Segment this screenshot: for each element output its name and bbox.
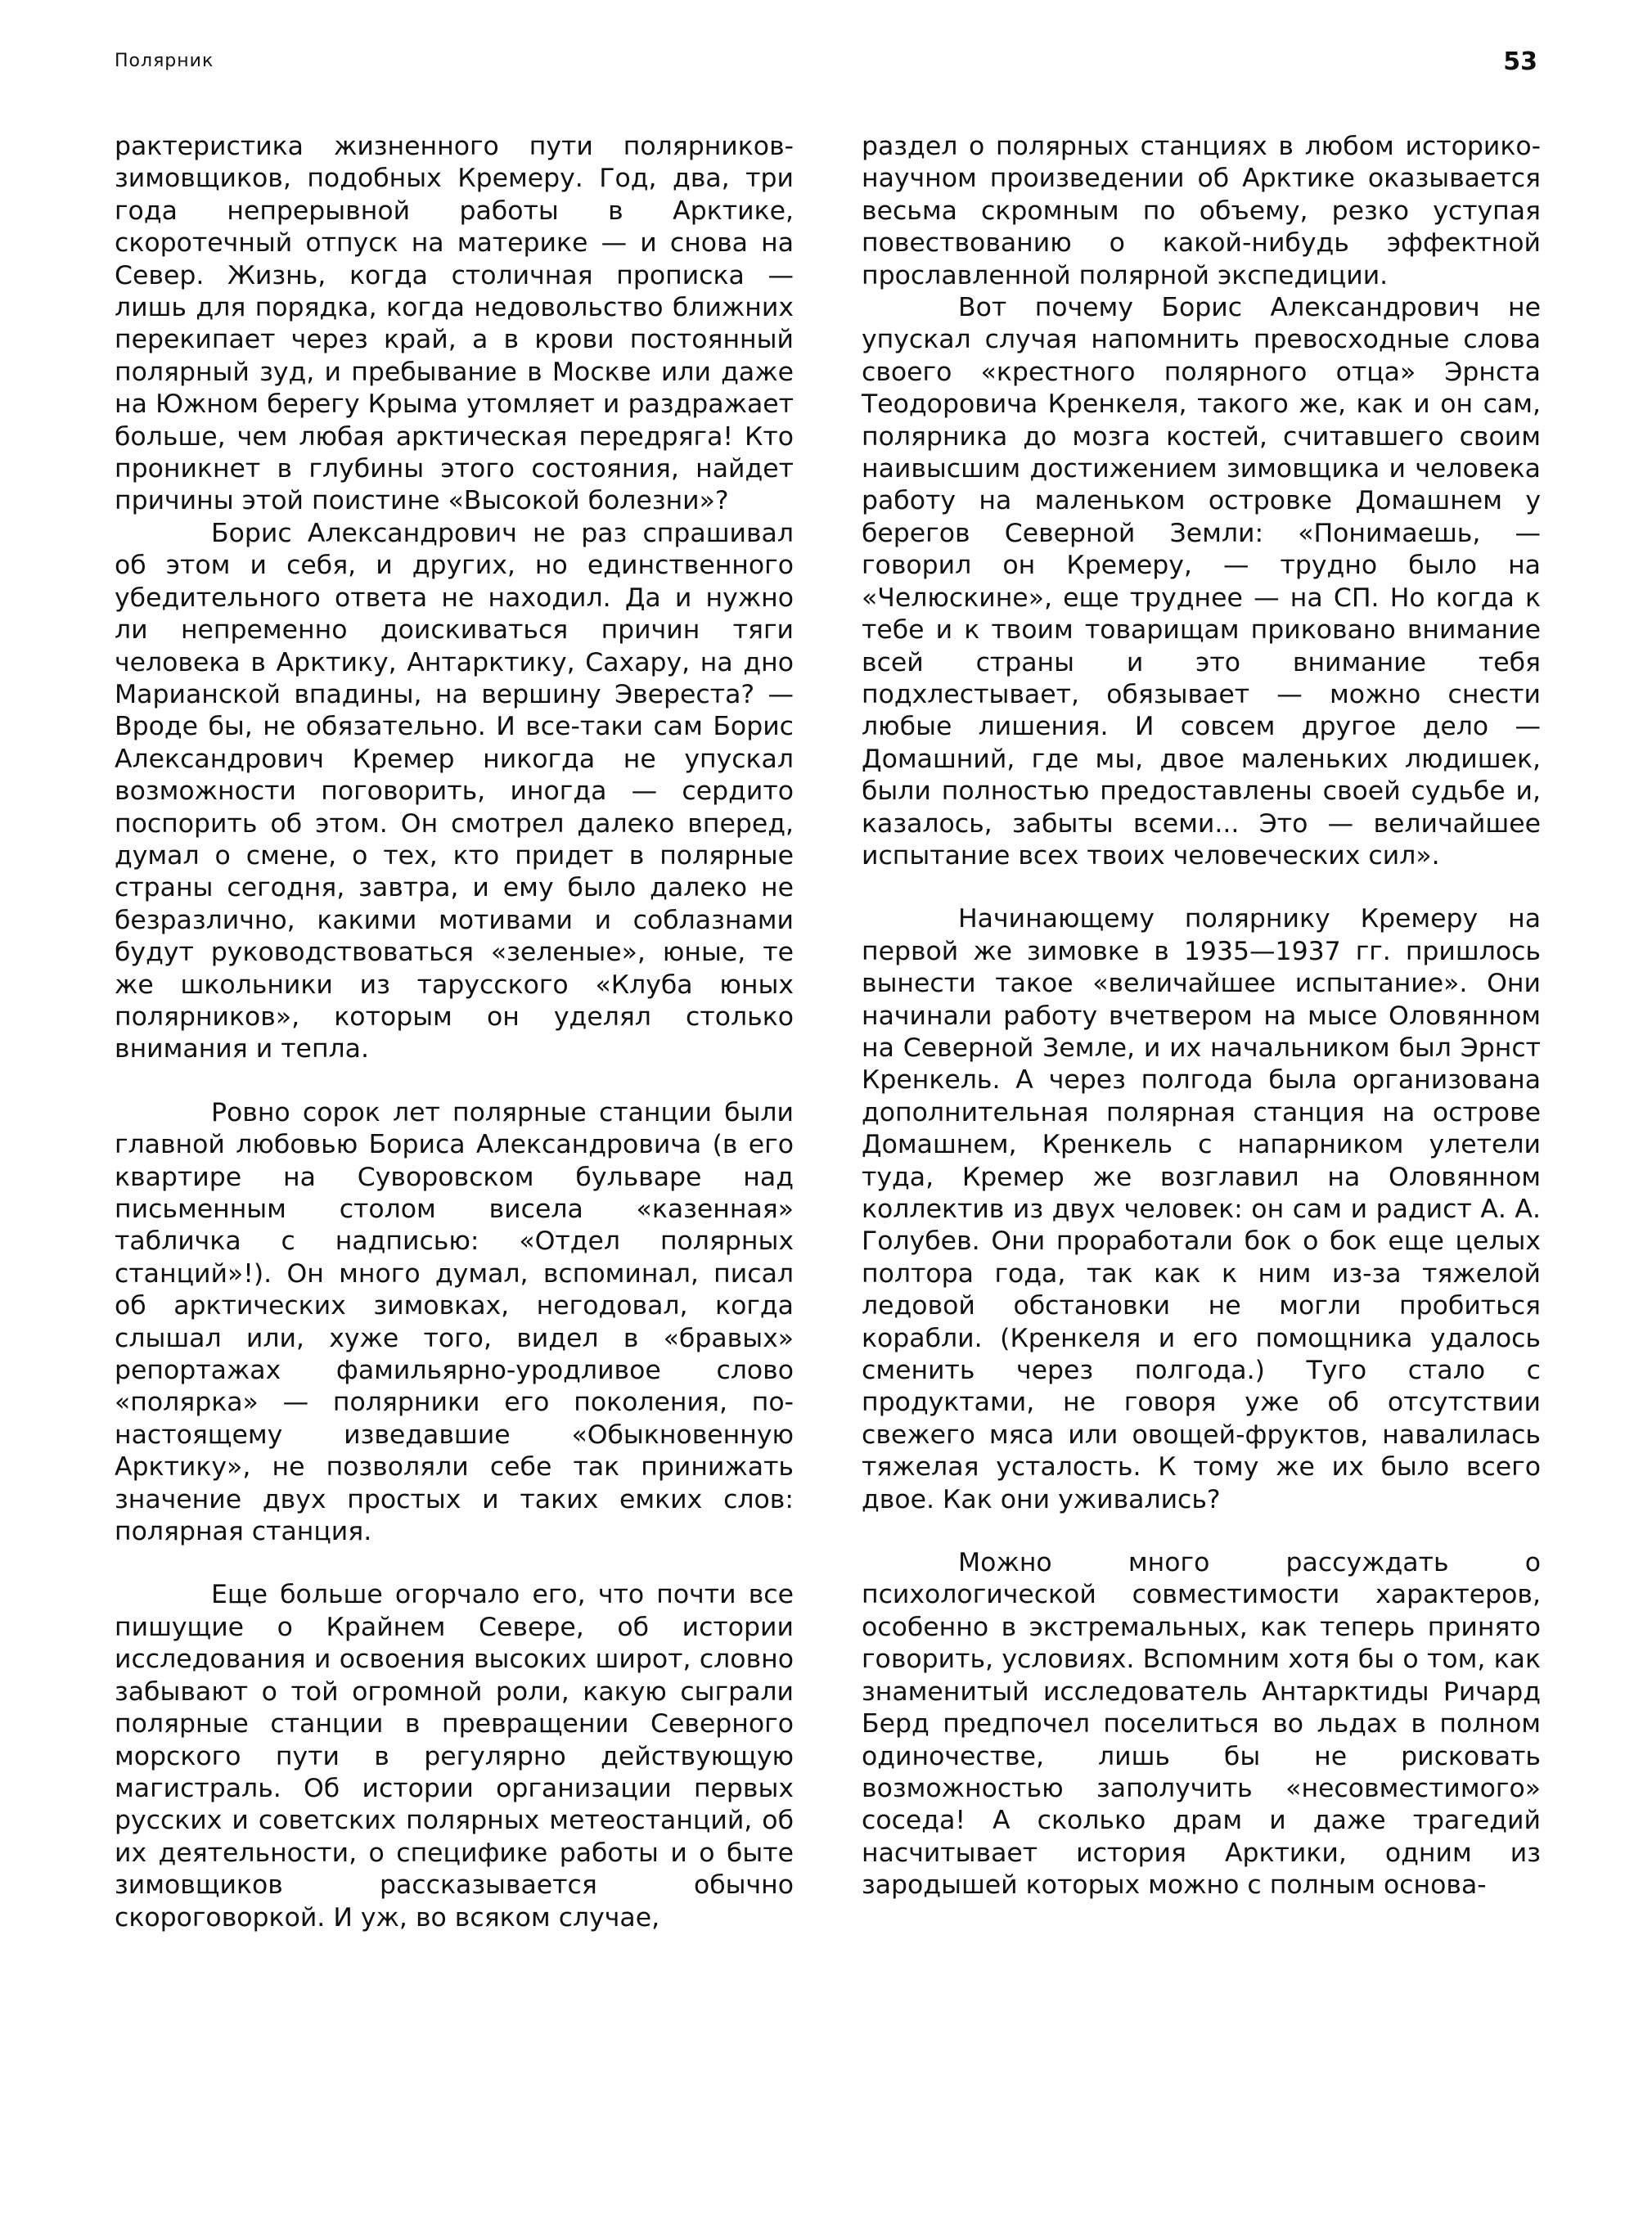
paragraph: Ровно сорок лет полярные станции были главной любовью Бориса Александровича (в его квартире на Суворовском бульваре над письменным столом висела «казенная» табличка с надписью: «Отдел полярных станций»!). Он много думал, вспоминал, писал об арктических зимовках, негодовал, когда слышал или, хуже того, видел в «бравых» репортажах фамильярно-уродливое слово «полярка» — полярники его поколения, по-настоящему изведавшие «Обыкновенную Арктику», не позволяли себе так принижать значение двух простых и таких емких слов: полярная станция. [115, 1097, 794, 1547]
right-column [862, 131, 1541, 1902]
left-column [115, 131, 794, 1934]
paragraph: раздел о полярных станциях в любом историко-научном произведении об Арктике оказывается весьма скромным по объему, резко уступая повествованию о какой-нибудь эффектной прославленной полярной экспедиции. [862, 132, 1541, 290]
paragraph: Начинающему полярнику Кремеру на первой же зимовке в 1935—1937 гг. пришлось вынести такое «величайшее испытание». Они начинали работу вчетвером на мысе Оловянном на Северной Земле, и их начальником был Эрнст Кренкель. А через полгода была организована дополнительная полярная станция на острове Домашнем, Кренкель с напарником улетели туда, Кремер же возглавил на Оловянном коллектив из двух человек: он сам и радист А. А. Голубев. Они проработали бок о бок еще целых полтора года, так как к ним из-за тяжелой ледовой обстановки не могли пробиться корабли. (Кренкеля и его помощника удалось сменить через полгода.) Туго стало с продуктами, не говоря уже об отсутствии свежего мяса или овощей-фруктов, навалилась тяжелая усталость. К тому же их было всего двое. Как они уживались? [862, 904, 1541, 1514]
paragraph: Можно много рассуждать о психологической совместимости характеров, особенно в экстремальных, как теперь принято говорить, условиях. Вспомним хотя бы о том, как знаменитый исследователь Антарктиды Ричард Берд предпочел поселиться во льдах в полном одиночестве, лишь бы не рисковать возможностью заполучить «несовместимого» соседа! А сколько драм и даже трагедий насчитывает история Арктики, одним из зародышей которых можно с полным основа- [862, 1548, 1541, 1901]
page-number: 53 [1503, 47, 1537, 76]
paragraph: Борис Александрович не раз спрашивал об этом и себя, и других, но единственного убедительного ответа не находил. Да и нужно ли непременно доискиваться причин тяги человека в Арктику, Антарктику, Сахару, на дно Марианской впадины, на вершину Эвереста? — Вроде бы, не обязательно. И все-таки сам Борис Александрович Кремер никогда не упускал возможности поговорить, иногда — сердито поспорить об этом. Он смотрел далеко вперед, думал о смене, о тех, кто придет в полярные страны сегодня, завтра, и ему было далеко не безразлично, какими мотивами и соблазнами будут руководствоваться «зеленые», юные, те же школьники из тарусского «Клуба юных полярников», которым он уделял столько внимания и тепла. [115, 518, 794, 1064]
paragraph: рактеристика жизненного пути полярников-зимовщиков, подобных Кремеру. Год, два, три года непрерывной работы в Арктике, скоротечный отпуск на материке — и снова на Север. Жизнь, когда столичная прописка — лишь для порядка, когда недовольство ближних перекипает через край, а в крови постоянный полярный зуд, и пребывание в Москве или даже на Южном берегу Крыма утомляет и раздражает больше, чем любая арктическая передряга! Кто проникнет в глубины этого состояния, найдет причины этой поистине «Высокой болезни»? [115, 132, 794, 516]
paragraph: Еще больше огорчало его, что почти все пишущие о Крайнем Севере, об истории исследования и освоения высоких широт, словно забывают о той огромной роли, какую сыграли полярные станции в превращении Северного морского пути в регулярно действующую магистраль. Об истории организации первых русских и советских полярных метеостанций, об их деятельности, о специфике работы и о быте зимовщиков рассказывается обычно скороговоркой. И уж, во всяком случае, [115, 1580, 794, 1933]
running-title: Полярник [115, 51, 214, 71]
paragraph: Вот почему Борис Александрович не упускал случая напомнить превосходные слова своего «крестного полярного отца» Эрнста Теодоровича Кренкеля, такого же, как и он сам, полярника до мозга костей, считавшего своим наивысшим достижением зимовщика и человека работу на маленьком островке Домашнем у берегов Северной Земли: «Понимаешь, — говорил он Кремеру, — трудно было на «Челюскине», еще труднее — на СП. Но когда к тебе и к твоим товарищам приковано внимание всей страны и это внимание тебя подхлестывает, обязывает — можно снести любые лишения. И совсем другое дело — Домашний, где мы, двое маленьких людишек, были полностью предоставлены своей судьбе и, казалось, забыты всеми... Это — величайшее испытание всех твоих человеческих сил». [862, 293, 1541, 871]
page-header [115, 47, 1537, 80]
